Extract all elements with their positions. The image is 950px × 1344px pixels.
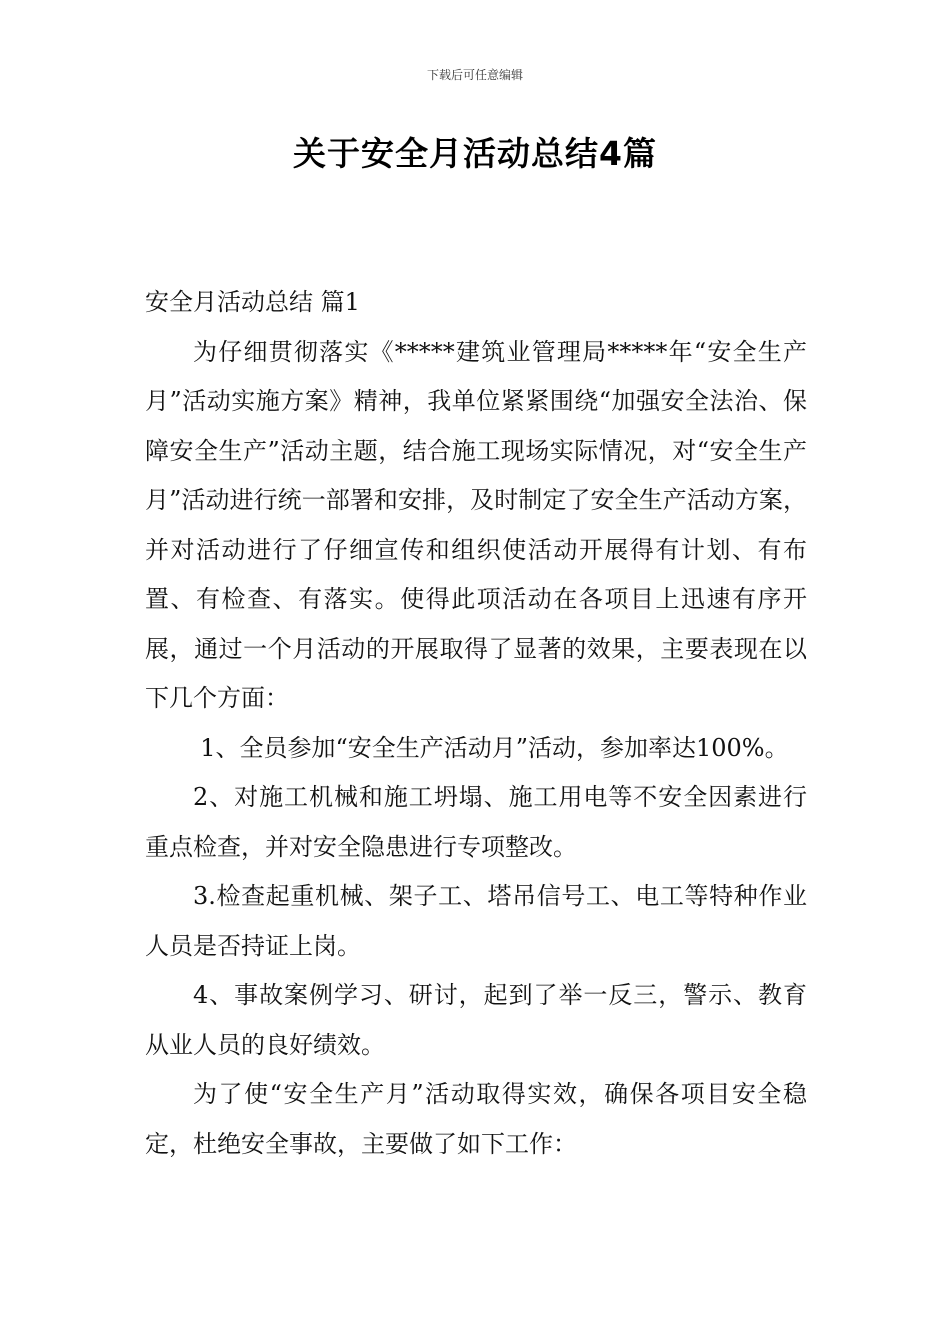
paragraph-item-1: 1、全员参加“安全生产活动月”活动，参加率达100%。: [200, 733, 789, 762]
header-note: 下载后可任意编辑: [426, 68, 523, 82]
document-body: [145, 278, 807, 1169]
paragraph-item-4: 4、事故案例学习、研讨，起到了举一反三，警示、教育从业人员的良好绩效。: [145, 981, 807, 1059]
paragraph-item-3: 3.检查起重机械、架子工、塔吊信号工、电工等特种作业人员是否持证上岗。: [145, 882, 807, 960]
section-heading: 安全月活动总结 篇1: [145, 288, 360, 316]
document-title: 关于安全月活动总结4篇: [293, 134, 657, 173]
paragraph-closing: 为了使“安全生产月”活动取得实效，确保各项目安全稳定，杜绝安全事故，主要做了如下工作：: [145, 1080, 807, 1158]
paragraph-intro: 为仔细贯彻落实《*****建筑业管理局*****年“安全生产月”活动实施方案》精神，我单位紧紧围绕“加强安全法治、保障安全生产”活动主题，结合施工现场实际情况，对“安全生产月”活动进行统一部署和安排，及时制定了安全生产活动方案，并对活动进行了仔细宣传和组织使活动开展得有计划、有布置、有检查、有落实。使得此项活动在各项目上迅速有序开展，通过一个月活动的开展取得了显著的效果，主要表现在以下几个方面：: [145, 337, 807, 712]
paragraph-item-2: 2、对施工机械和施工坍塌、施工用电等不安全因素进行重点检查，并对安全隐患进行专项整改。: [145, 783, 807, 861]
